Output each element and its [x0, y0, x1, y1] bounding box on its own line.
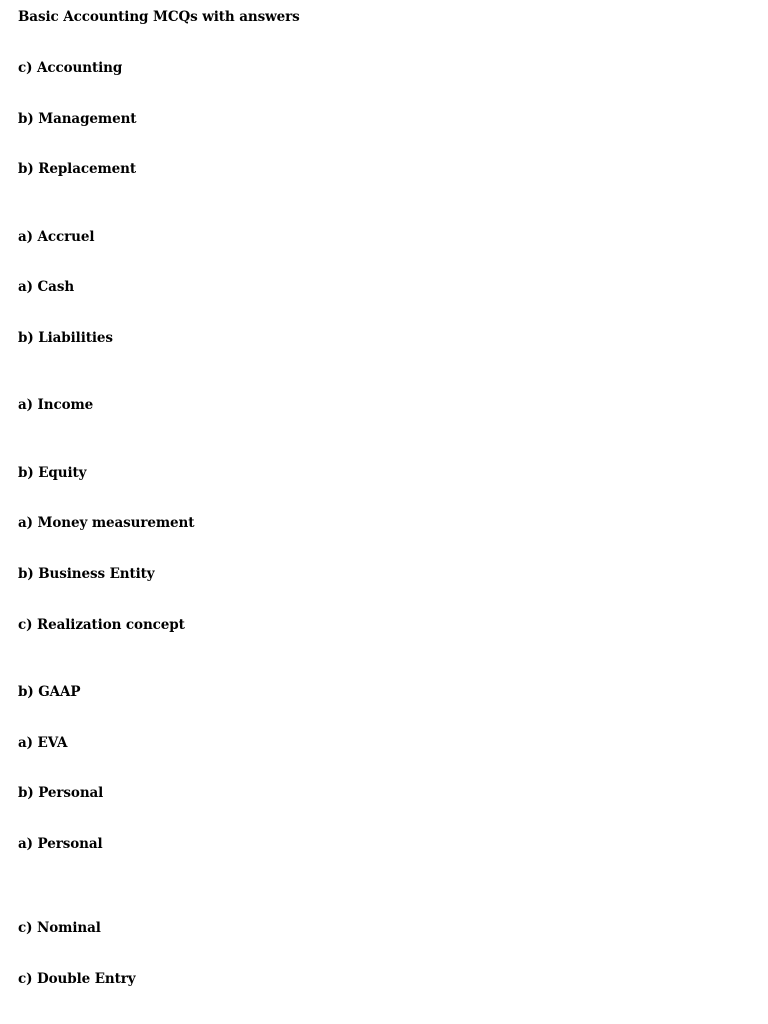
answer-line: a) Accruel [18, 229, 95, 245]
answer-line: a) Money measurement [18, 515, 195, 531]
answer-line: c) Realization concept [18, 617, 185, 633]
answer-line: b) Personal [18, 785, 104, 801]
answer-line: c) Double Entry [18, 971, 136, 987]
answer-line: a) Cash [18, 279, 75, 295]
answer-line: c) Nominal [18, 920, 101, 936]
document-title: Basic Accounting MCQs with answers [18, 9, 300, 25]
answer-line: a) EVA [18, 735, 68, 751]
answer-line: b) Business Entity [18, 566, 155, 582]
answer-line: c) Accounting [18, 60, 123, 76]
answer-line: b) Replacement [18, 161, 136, 177]
answer-line: b) GAAP [18, 684, 81, 700]
answer-line: b) Liabilities [18, 330, 113, 346]
answer-line: b) Management [18, 111, 137, 127]
answer-line: a) Income [18, 397, 94, 413]
answer-line: a) Personal [18, 836, 103, 852]
answer-line: b) Equity [18, 465, 87, 481]
